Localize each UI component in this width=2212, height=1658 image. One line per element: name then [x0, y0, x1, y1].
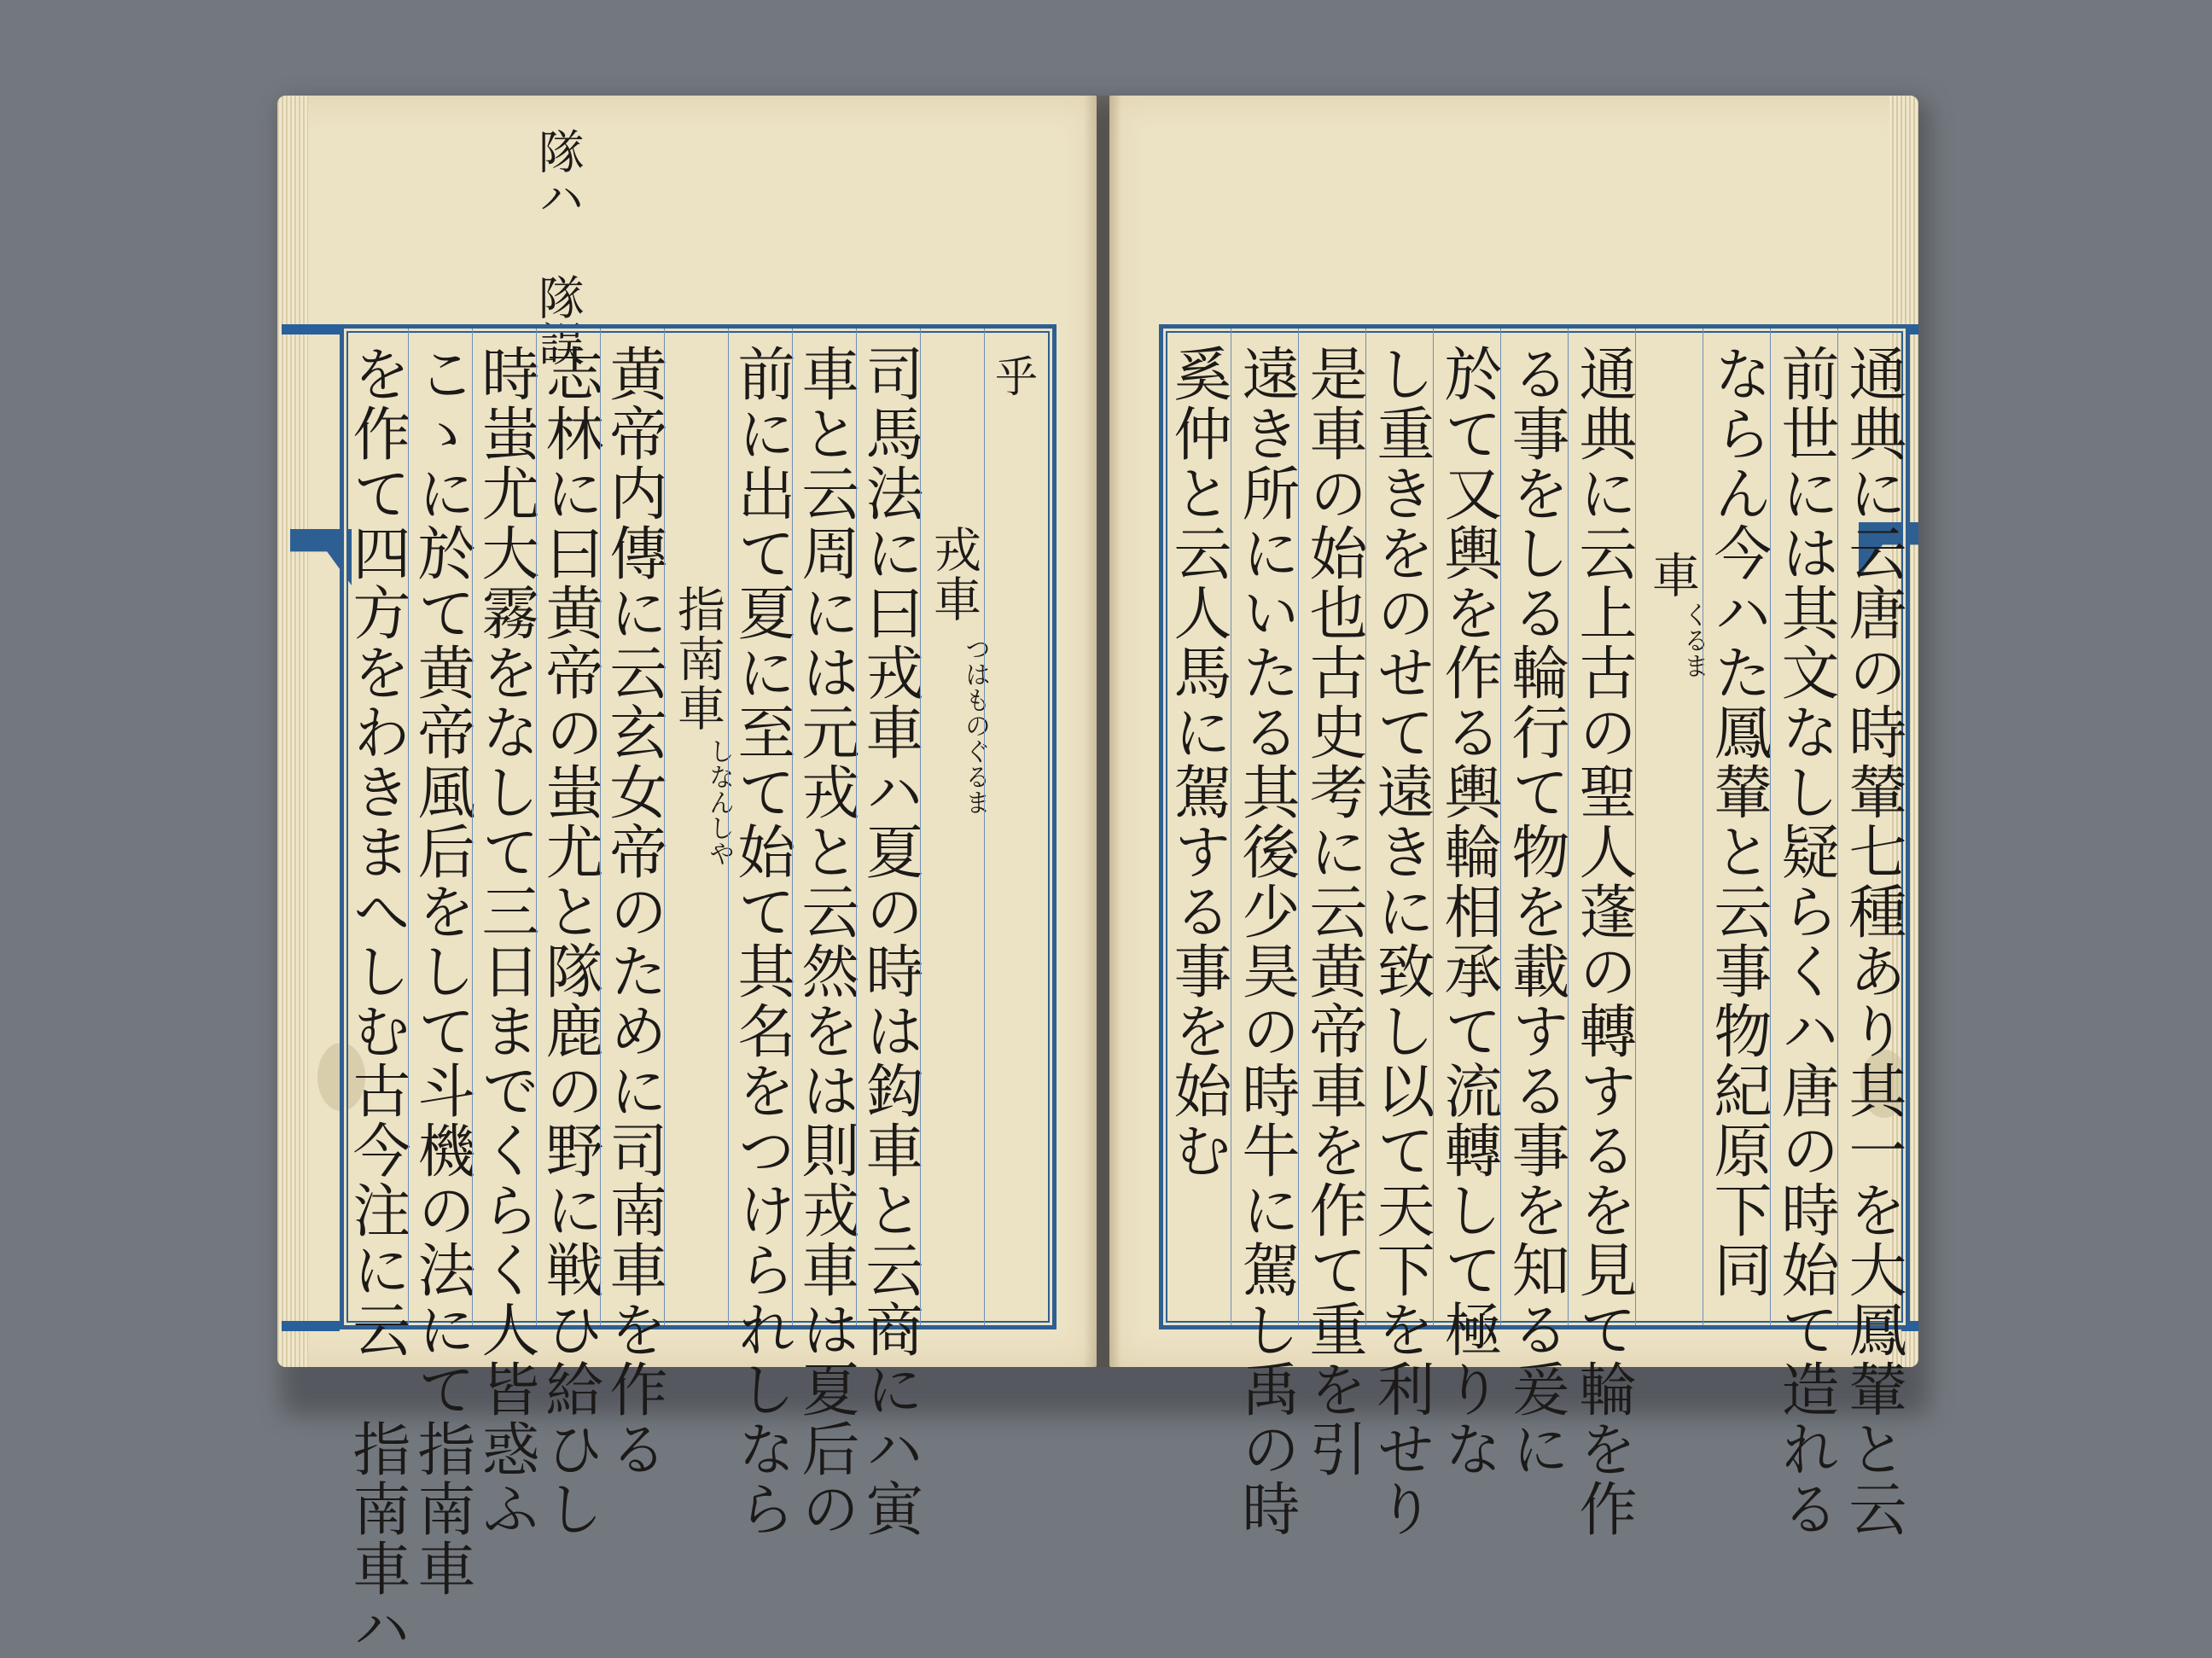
book-gutter [1084, 96, 1121, 1367]
text-column [1433, 329, 1502, 1479]
heading-column [664, 329, 734, 1325]
column-text: し重きをのせて遠きに致し以て天下を利せり [1367, 344, 1435, 1539]
column-text: 通典に云上古の聖人蓬の轉するを見て輪を作 [1569, 344, 1637, 1539]
column-text: 司馬法に曰戎車ハ夏の時は鈎車と云商にハ寅 [856, 344, 923, 1539]
column-text: こゝに於て黄帝風后をして斗機の法にて指南車 [408, 344, 475, 1598]
text-column [984, 329, 1045, 1325]
left-page-edges [277, 96, 308, 1367]
column-text: 時蚩尤大霧をなして三日までくらく人皆惑ふ [472, 344, 539, 1539]
column-text: 志林に曰黄帝の蚩尤と隊鹿の野に戦ひ給ひし [536, 344, 603, 1539]
text-column [472, 329, 539, 1539]
text-column [856, 329, 923, 1539]
text-column [1770, 329, 1839, 1539]
text-column [1365, 329, 1435, 1539]
margin-note-line-1: 隊ハ [531, 128, 585, 220]
column-text: 前世には其文なし疑らくハ唐の時始て造れる [1772, 344, 1839, 1539]
text-column [728, 329, 795, 1539]
section-heading-jusha: 戎車 [926, 525, 981, 624]
margin-note-line-2: 隊誤 [531, 274, 585, 366]
left-text-frame [340, 324, 1057, 1658]
column-text: 黄帝内傳に云玄女帝のために司南車を作る [600, 344, 667, 1479]
text-column [343, 329, 410, 1658]
blue-edge-top-left [282, 324, 340, 335]
text-column [1231, 329, 1300, 1539]
heading-ruby: くるま [1679, 602, 1708, 678]
blue-edge-bottom-left [282, 1321, 340, 1331]
column-text: 乎 [988, 354, 1038, 399]
column-text: ならん今ハた鳳輦と云事物紀原下同 [1704, 344, 1772, 1300]
text-column [1837, 329, 1906, 1539]
heading-ruby: つはものぐるま [960, 636, 990, 815]
text-column [408, 329, 475, 1598]
text-column [600, 329, 667, 1479]
column-text: る事をしる輪行て物を載する事を知る爰に [1502, 344, 1569, 1479]
column-text: 是車の始也古史考に云黄帝車を作て重を引 [1300, 344, 1367, 1479]
text-column [1703, 329, 1771, 1325]
text-column [1500, 329, 1569, 1479]
column-text: 車と云周には元戎と云然をは則戎車は夏后の [792, 344, 859, 1539]
text-column [1163, 329, 1231, 1325]
section-heading-shinansha: 指南車 [670, 585, 725, 733]
column-text: 於て又輿を作る輿輪相承て流轉して極りな [1435, 344, 1502, 1479]
heading-column [920, 329, 990, 1325]
section-heading-kuruma: 車 [1644, 550, 1700, 600]
heading-ruby: しなんしや [704, 738, 734, 866]
text-column [536, 329, 603, 1539]
column-text: 通典に云唐の時輦七種あり其一を大鳳輦と云 [1839, 344, 1906, 1539]
text-column [1568, 329, 1637, 1539]
column-text: を作て四方をわきまへしむ古今注に云 指南車ハ [343, 344, 410, 1658]
column-text: 遠き所にいたる其後少昊の時牛に駕し禹の時 [1232, 344, 1300, 1539]
text-column [792, 329, 859, 1539]
heading-column [1635, 329, 1708, 1325]
right-text-frame [1159, 324, 1910, 1539]
column-text: 前に出て夏に至て始て其名をつけられしなら [728, 344, 795, 1539]
text-column [1298, 329, 1367, 1479]
column-text: 奚仲と云人馬に駕する事を始む [1164, 344, 1231, 1180]
